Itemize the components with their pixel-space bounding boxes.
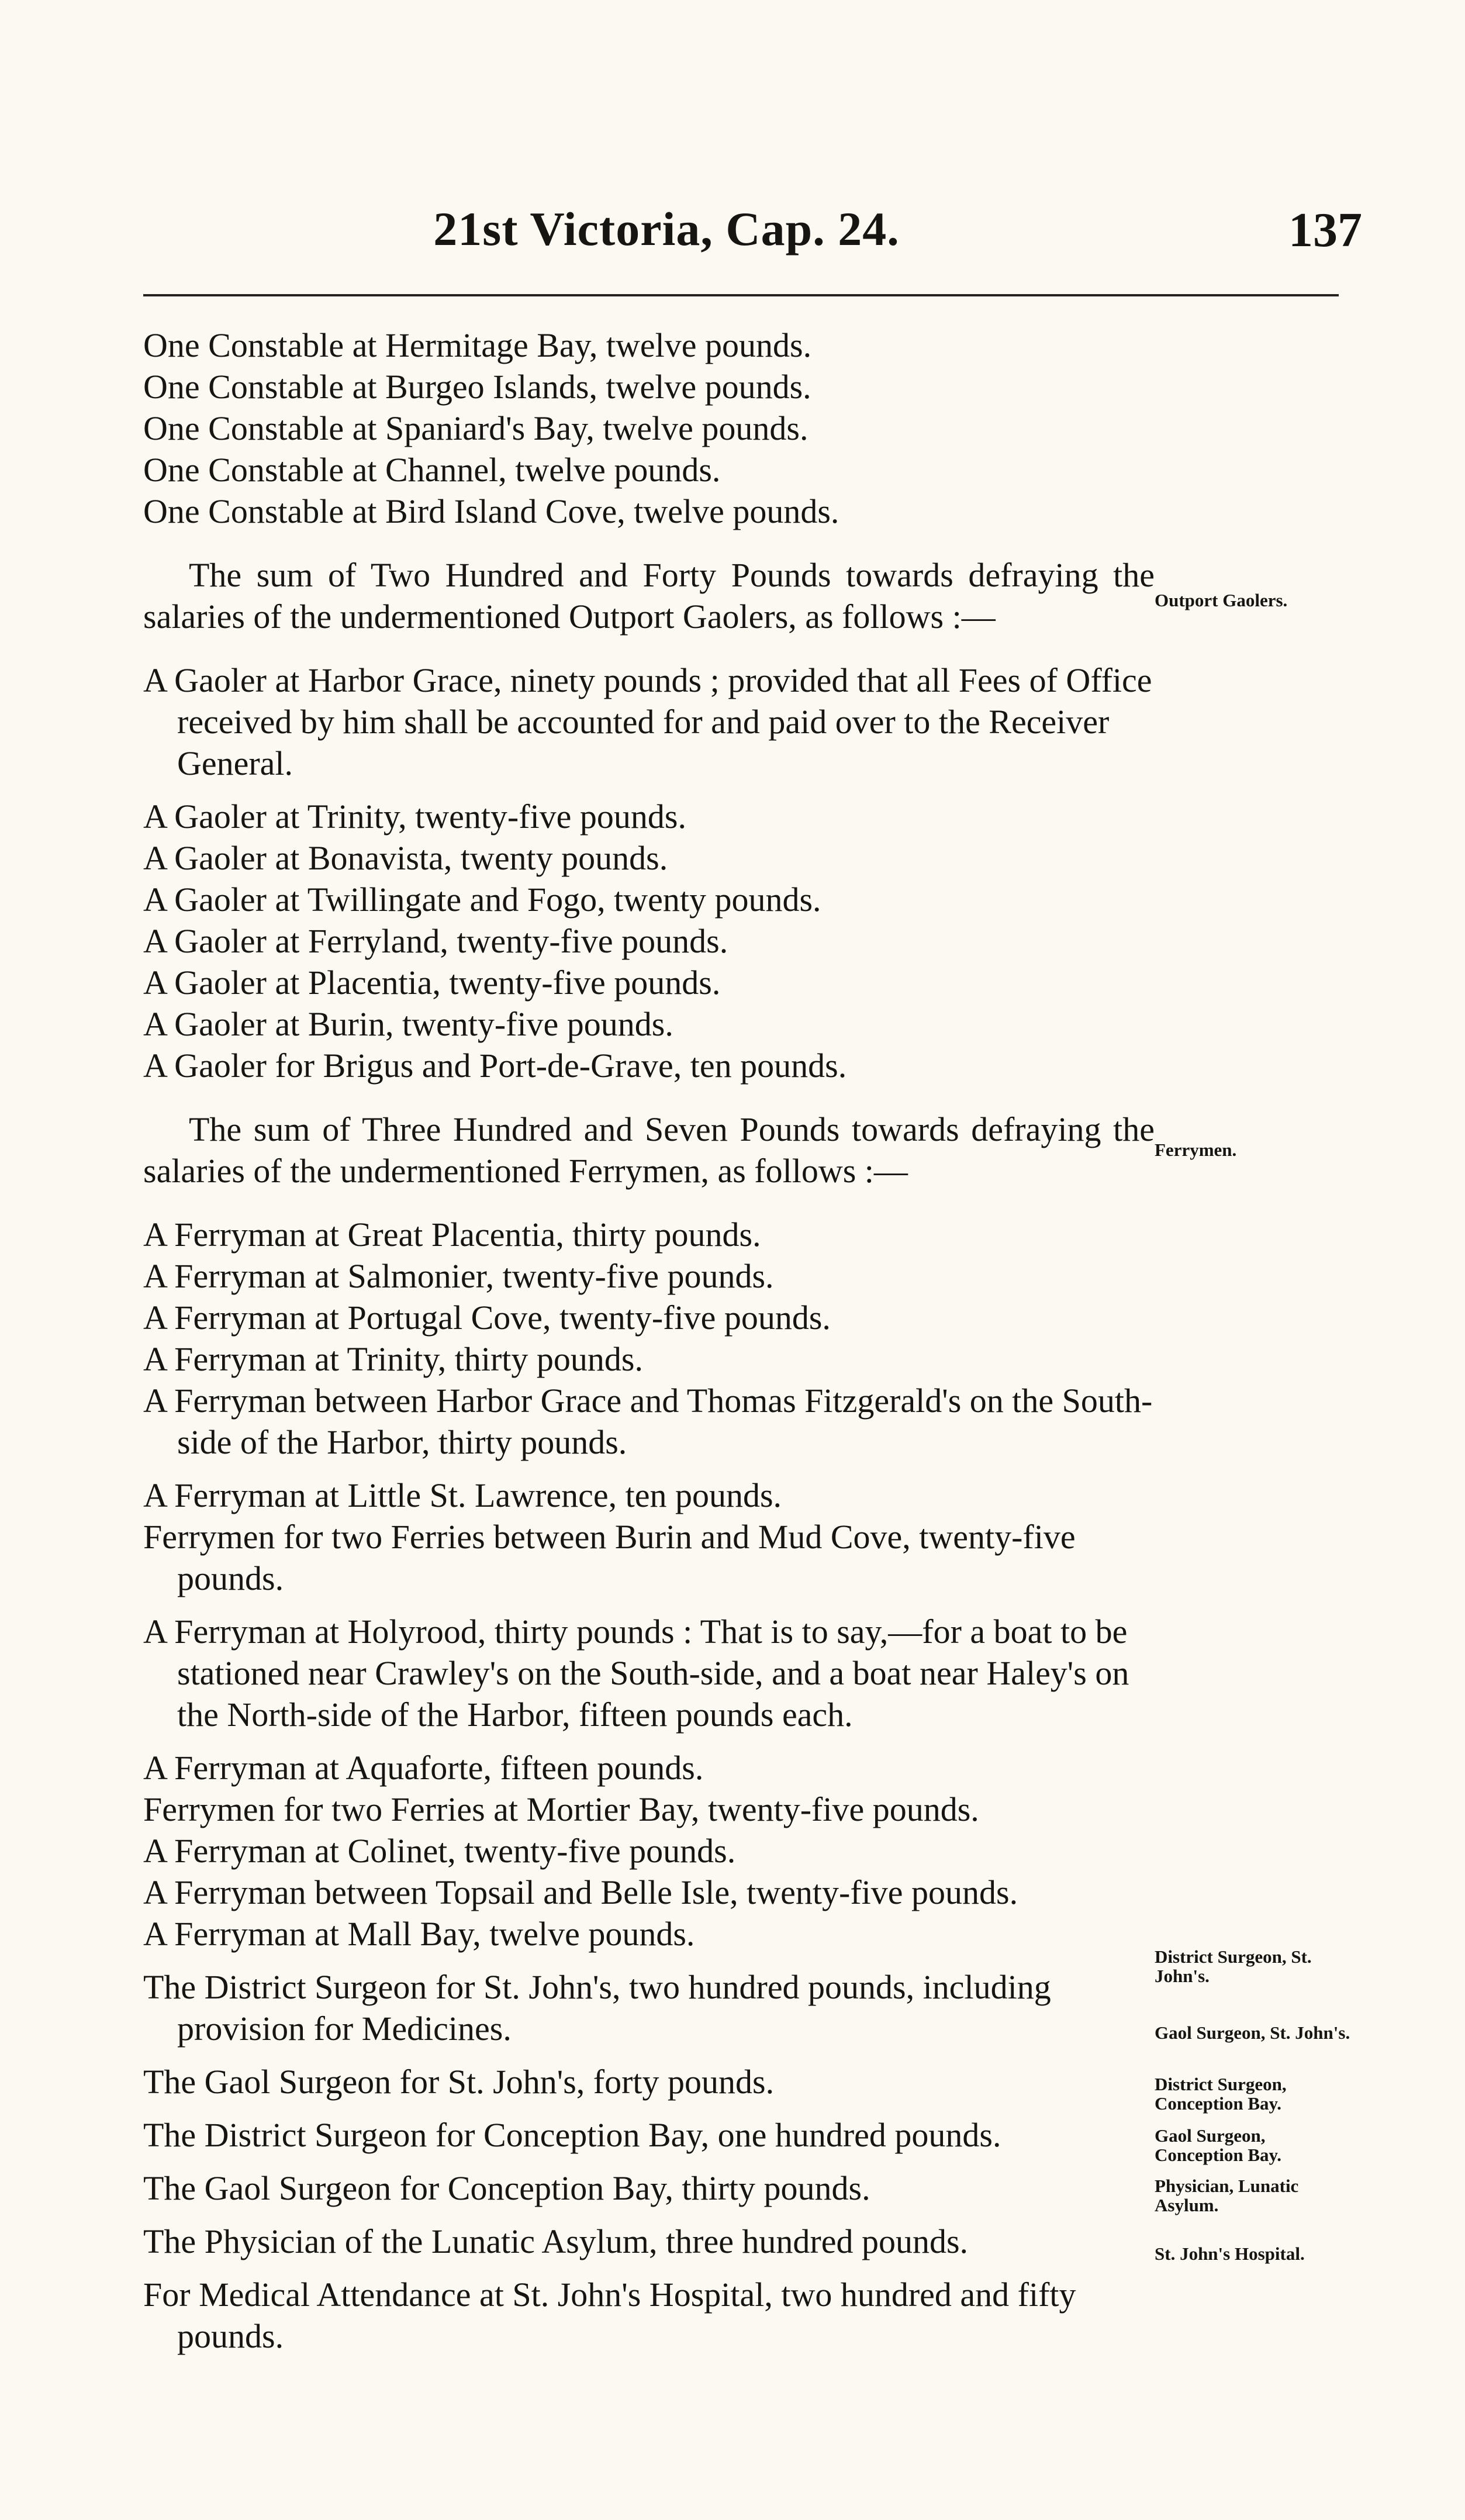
list-item: A Gaoler at Ferryland, twenty-five pounds. — [143, 922, 728, 960]
list-item: The District Surgeon for Conception Bay, one hundred pounds. — [143, 2116, 1001, 2154]
medical-list — [143, 1966, 1155, 2357]
ferrymen-intro: The sum of Three Hundred and Seven Pounds towards defraying the salaries of the undermentioned Ferrymen, as follows :— — [143, 1110, 1155, 1190]
list-item: A Ferryman at Mall Bay, twelve pounds. — [143, 1915, 695, 1953]
constables-list — [143, 325, 1155, 532]
margin-note: Gaol Surgeon, St. John's. — [1155, 2022, 1350, 2043]
page-number: 137 — [1288, 203, 1362, 257]
list-item: A Ferryman at Little St. Lawrence, ten pounds. — [143, 1476, 782, 1514]
list-item: A Gaoler at Twillingate and Fogo, twenty pounds. — [143, 881, 821, 919]
running-title: 21st Victoria, Cap. 24. — [433, 202, 900, 256]
list-item: A Ferryman at Great Placentia, thirty pounds. — [143, 1216, 761, 1254]
margin-note: District Surgeon, St. John's. — [1155, 1946, 1312, 1986]
list-item: A Ferryman at Aquaforte, fifteen pounds. — [143, 1749, 704, 1787]
list-item: A Gaoler at Trinity, twenty-five pounds. — [143, 798, 686, 836]
margin-note: St. John's Hospital. — [1155, 2243, 1305, 2264]
list-item: A Gaoler at Bonavista, twenty pounds. — [143, 839, 668, 877]
margin-note: Outport Gaolers. — [1155, 590, 1288, 610]
list-item: One Constable at Channel, twelve pounds. — [143, 451, 721, 489]
list-item: For Medical Attendance at St. John's Hospital, two hundred and fifty pounds. — [143, 2276, 1076, 2355]
list-item: A Ferryman at Salmonier, twenty-five pounds. — [143, 1257, 774, 1295]
list-item: A Ferryman between Topsail and Belle Isle, twenty-five pounds. — [143, 1873, 1018, 1911]
list-item: A Ferryman at Holyrood, thirty pounds : That is to say,—for a boat to be stationed near Crawley's on the South-side, and a boat near Haley's on the North-side of the Harbor, fifteen pounds each. — [143, 1613, 1129, 1734]
list-item: A Ferryman between Harbor Grace and Thomas Fitzgerald's on the South-side of the Harbor, thirty pounds. — [143, 1382, 1153, 1461]
list-item: A Ferryman at Portugal Cove, twenty-five pounds. — [143, 1299, 831, 1337]
list-item: Ferrymen for two Ferries between Burin and Mud Cove, twenty-five pounds. — [143, 1518, 1076, 1597]
list-item: One Constable at Hermitage Bay, twelve pounds. — [143, 326, 812, 364]
list-item: One Constable at Spaniard's Bay, twelve pounds. — [143, 409, 808, 447]
list-item: The District Surgeon for St. John's, two hundred pounds, including provision for Medicines. — [143, 1968, 1051, 2048]
gaolers-intro: The sum of Two Hundred and Forty Pounds towards defraying the salaries of the undermentioned Outport Gaolers, as follows :— — [143, 556, 1155, 636]
list-item: A Ferryman at Colinet, twenty-five pounds. — [143, 1832, 736, 1870]
gaolers-list — [143, 660, 1155, 1086]
list-item: A Gaoler at Burin, twenty-five pounds. — [143, 1005, 673, 1043]
list-item: A Gaoler at Placentia, twenty-five pounds. — [143, 964, 721, 1002]
margin-note: District Surgeon, Conception Bay. — [1155, 2074, 1287, 2114]
list-item: The Gaol Surgeon for St. John's, forty pounds. — [143, 2063, 775, 2101]
margin-note: Physician, Lunatic Asylum. — [1155, 2176, 1299, 2215]
list-item: A Ferryman at Trinity, thirty pounds. — [143, 1340, 643, 1378]
list-item: One Constable at Burgeo Islands, twelve pounds. — [143, 368, 811, 406]
list-item: One Constable at Bird Island Cove, twelve pounds. — [143, 492, 839, 530]
list-item: The Physician of the Lunatic Asylum, three hundred pounds. — [143, 2222, 969, 2260]
header-rule — [143, 294, 1339, 296]
list-item: Ferrymen for two Ferries at Mortier Bay, twenty-five pounds. — [143, 1790, 979, 1828]
document-body — [143, 325, 1155, 2357]
ferrymen-list — [143, 1214, 1155, 1955]
list-item: A Gaoler at Harbor Grace, ninety pounds ; provided that all Fees of Office received by him shall be accounted for and paid over to the Receiver General. — [143, 661, 1152, 782]
list-item: A Gaoler for Brigus and Port-de-Grave, ten pounds. — [143, 1047, 847, 1085]
list-item: The Gaol Surgeon for Conception Bay, thirty pounds. — [143, 2169, 870, 2207]
margin-note: Gaol Surgeon, Conception Bay. — [1155, 2125, 1282, 2165]
margin-note: Ferrymen. — [1155, 1140, 1237, 1160]
